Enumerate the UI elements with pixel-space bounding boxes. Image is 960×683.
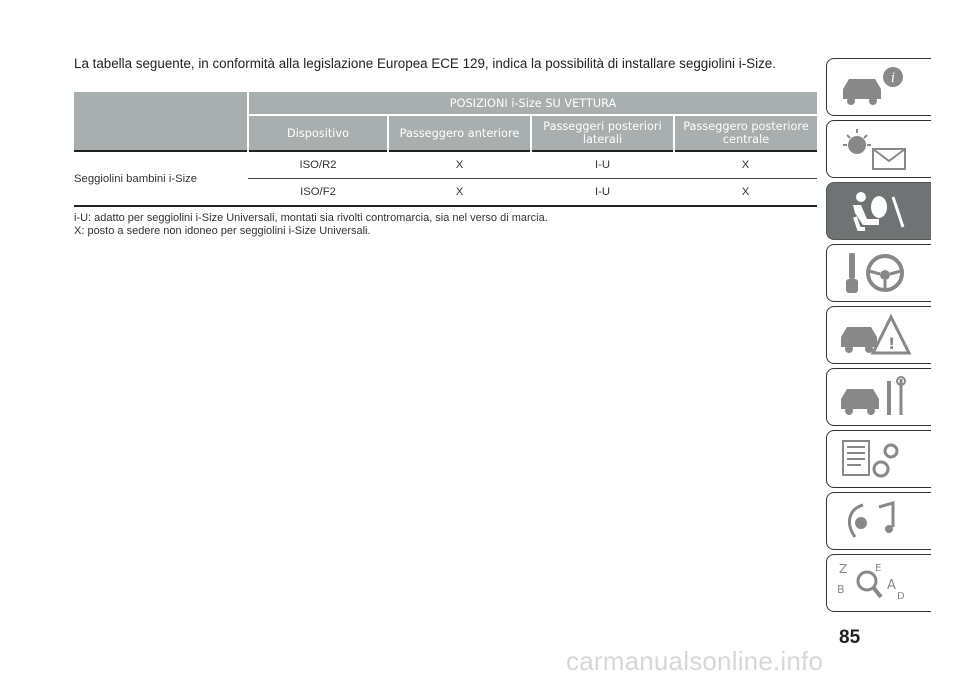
table-row — [74, 151, 817, 179]
table-cell: I-U — [531, 179, 674, 207]
table-cell: X — [388, 179, 531, 207]
svg-text:E: E — [875, 563, 882, 574]
isize-positions-table — [74, 92, 817, 207]
car-maintenance-icon — [835, 373, 915, 421]
car-info-icon — [835, 63, 915, 111]
row-label: Seggiolini bambini i-Size — [74, 151, 248, 206]
svg-text:A: A — [887, 578, 896, 593]
technical-data-icon — [835, 435, 915, 483]
seat-airbag-icon — [835, 187, 915, 235]
tab-warning-lights[interactable] — [826, 120, 931, 178]
tab-maintenance[interactable] — [826, 368, 931, 426]
table-cell: I-U — [531, 151, 674, 179]
index-search-icon — [835, 559, 915, 607]
col-header-device: Dispositivo — [248, 115, 388, 151]
svg-text:i: i — [891, 71, 896, 86]
note-x: X: posto a sedere non idoneo per seggiolini i-Size Universali. — [74, 224, 371, 237]
table-cell: X — [674, 151, 817, 179]
tab-emergency[interactable] — [826, 306, 931, 364]
tab-starting-driving[interactable] — [826, 244, 931, 302]
note-iu: i-U: adatto per seggiolini i-Size Universali, montati sia rivolti contromarcia, sia nel verso di marcia. — [74, 212, 548, 224]
col-header-front-passenger: Passeggero anteriore — [388, 115, 531, 151]
svg-text:B: B — [837, 583, 845, 596]
tab-safety[interactable] — [826, 182, 931, 240]
svg-text:Z: Z — [839, 562, 848, 576]
table-cell: ISO/R2 — [248, 151, 388, 179]
page-number: 85 — [839, 627, 861, 648]
svg-text:!: ! — [888, 334, 896, 353]
svg-text:D: D — [897, 591, 905, 602]
header-empty-cell — [74, 92, 248, 151]
key-steering-wheel-icon — [835, 249, 915, 297]
table-cell: X — [674, 179, 817, 207]
table-cell: X — [388, 151, 531, 179]
watermark: carmanualsonline.info — [566, 646, 824, 676]
table-group-title: POSIZIONI i-Size SU VETTURA — [248, 92, 817, 115]
tab-index[interactable] — [826, 554, 931, 612]
tab-multimedia[interactable] — [826, 492, 931, 550]
table-notes — [74, 212, 814, 237]
col-header-rear-center-passenger: Passeggero posteriore centrale — [674, 115, 817, 151]
tab-technical-data[interactable] — [826, 430, 931, 488]
table-cell: ISO/F2 — [248, 179, 388, 207]
tab-car-info[interactable] — [826, 58, 931, 116]
multimedia-icon — [835, 497, 915, 545]
col-header-rear-side-passengers: Passeggeri posteriori laterali — [531, 115, 674, 151]
warning-lights-message-icon — [835, 125, 915, 173]
car-emergency-icon — [835, 311, 915, 359]
intro-text: La tabella seguente, in conformità alla legislazione Europea ECE 129, indica la possibilità di installare seggiolini i-Size. — [74, 56, 776, 71]
